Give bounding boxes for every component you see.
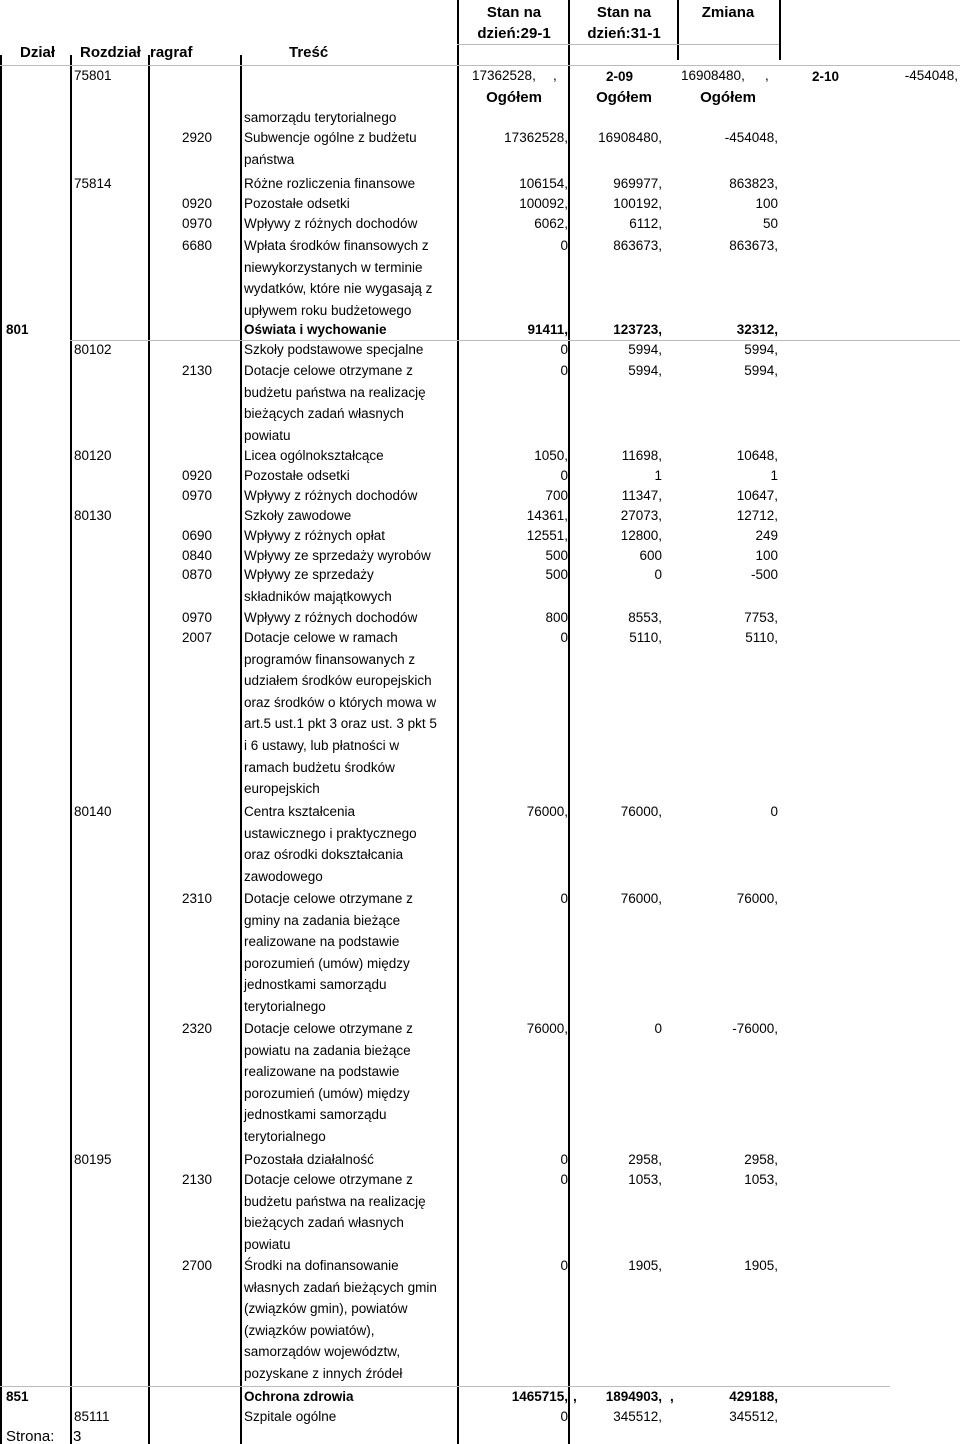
row-zmiana: -500	[750, 567, 778, 582]
row-tresc-line: niewykorzystanych w terminie	[244, 259, 423, 275]
row-tresc-line: Ochrona zdrowia	[244, 1389, 354, 1404]
row-paragraf: 0970	[181, 488, 212, 503]
row-stan-b: 1894903,	[605, 1389, 662, 1404]
row-tresc-line: Dotacje celowe otrzymane z	[244, 891, 413, 906]
row-stan-a: 0	[560, 342, 568, 357]
row-zmiana: 429188,	[729, 1389, 778, 1404]
row-tresc-line: powiatu	[244, 1236, 291, 1252]
row-paragraf: 0970	[181, 610, 212, 625]
row-stan-a: 76000,	[526, 804, 568, 819]
row-stan-b: 6112,	[629, 216, 662, 231]
grid-vertical-line	[677, 0, 679, 60]
top-row-rozdzial: 75801	[74, 68, 112, 83]
row-paragraf: 0970	[181, 216, 212, 231]
row-tresc-line: terytorialnego	[244, 1129, 326, 1144]
top-row-c-value: 16908480,	[681, 68, 745, 83]
row-tresc-line: składników majątkowych	[244, 588, 392, 604]
row-stan-a: 17362528,	[504, 130, 568, 145]
row-tresc-line: bieżących zadań własnych	[244, 406, 404, 422]
header-paragraf: ragraf	[150, 44, 193, 61]
row-stan-b: 8553,	[628, 610, 662, 625]
subhead-ogolem-a: Ogółem	[486, 89, 542, 106]
row-stan-a: 100092,	[519, 196, 568, 211]
row-zmiana: 5110,	[745, 630, 778, 645]
row-dzial: 851	[6, 1389, 29, 1404]
row-zmiana: -76000,	[732, 1021, 778, 1036]
row-stan-b: 2958,	[628, 1152, 662, 1167]
header-zmiana: Zmiana	[701, 4, 755, 21]
row-tresc-line: państwa	[244, 151, 295, 167]
row-stan-b: 1	[654, 468, 662, 483]
row-tresc-line: bieżących zadań własnych	[244, 1215, 404, 1231]
row-stan-a-comma: ,	[573, 1389, 577, 1404]
row-tresc-line: budżetu państwa na realizację	[244, 1193, 426, 1209]
row-stan-a: 12551,	[526, 528, 568, 543]
row-tresc-line: Dotacje celowe otrzymane z	[244, 1021, 413, 1036]
row-rozdzial: 80102	[74, 342, 112, 357]
row-zmiana: -454048,	[724, 130, 778, 145]
row-stan-b: 123723,	[613, 322, 662, 337]
row-tresc-line: porozumień (umów) między	[244, 1085, 410, 1101]
row-rozdzial: 80195	[74, 1152, 112, 1167]
subhead-ogolem-c: Ogółem	[700, 89, 756, 106]
row-stan-b: 0	[654, 567, 662, 582]
header-stan-b-line1: Stan na	[596, 4, 652, 21]
row-stan-b: 1905,	[628, 1258, 662, 1273]
row-tresc-line: Dotacje celowe w ramach	[244, 630, 398, 645]
row-stan-b: 11698,	[621, 448, 662, 463]
row-zmiana: 863823,	[729, 176, 778, 191]
row-zmiana: 50	[762, 216, 778, 231]
footer-page-label: Strona:	[6, 1428, 55, 1444]
top-row-c-comma: ,	[765, 68, 769, 83]
row-zmiana: 5994,	[744, 363, 778, 378]
row-zmiana: 0	[770, 804, 778, 819]
row-tresc-line: oraz środków o których mowa w	[244, 694, 437, 710]
row-tresc-line: (związków powiatów),	[244, 1322, 375, 1338]
footer-page-number: 3	[73, 1428, 82, 1444]
row-stan-a: 0	[560, 1258, 568, 1273]
row-paragraf: 0870	[181, 567, 212, 582]
row-stan-b: 100192,	[613, 196, 662, 211]
row-tresc-line: Wpływy ze sprzedaży	[244, 567, 374, 582]
row-tresc-line: Centra kształcenia	[244, 804, 356, 819]
row-stan-a: 106154,	[519, 176, 568, 191]
row-tresc-line: Subwencje ogólne z budżetu	[244, 130, 417, 145]
row-zmiana: 863673,	[729, 238, 778, 253]
row-tresc-line: Wpływy z różnych opłat	[244, 528, 386, 543]
row-zmiana: 32312,	[736, 322, 778, 337]
row-stan-a: 14361,	[526, 508, 568, 523]
row-tresc-line: własnych zadań bieżących gmin	[244, 1279, 437, 1295]
row-tresc-line: upływem roku budżetowego	[244, 302, 412, 318]
grid-horizontal-line	[0, 1386, 890, 1387]
row-rozdzial: 85111	[74, 1409, 110, 1424]
row-tresc-line: samorządu terytorialnego	[244, 110, 397, 125]
row-tresc-line: Wpływy ze sprzedaży wyrobów	[244, 548, 431, 563]
row-tresc-line: Szkoły zawodowe	[244, 508, 352, 523]
row-tresc-line: (związków gmin), powiatów	[244, 1301, 408, 1317]
row-tresc-line: Licea ogólnokształcące	[244, 448, 384, 463]
row-tresc-line: i 6 ustawy, lub płatności w	[244, 738, 400, 753]
row-tresc-line: europejskich	[244, 781, 320, 797]
row-tresc-line: programów finansowanych z	[244, 651, 416, 667]
row-stan-a: 800	[545, 610, 568, 625]
row-stan-a: 500	[545, 548, 568, 563]
row-stan-b: 76000,	[620, 804, 662, 819]
row-tresc-line: gminy na zadania bieżące	[244, 912, 401, 928]
top-row-a-comma: ,	[553, 68, 557, 83]
row-stan-a: 0	[560, 468, 568, 483]
row-tresc-line: Dotacje celowe otrzymane z	[244, 1172, 413, 1187]
row-paragraf: 2310	[181, 891, 212, 906]
row-tresc-line: ustawicznego i praktycznego	[244, 825, 417, 841]
row-tresc-line: art.5 ust.1 pkt 3 oraz ust. 3 pkt 5	[244, 716, 437, 732]
row-tresc-line: Szpitale ogólne	[244, 1409, 337, 1424]
row-tresc-line: Wpływy z różnych dochodów	[244, 488, 418, 503]
grid-vertical-line	[568, 0, 570, 1444]
top-row-e-value: -454048,	[904, 68, 958, 83]
grid-vertical-line	[70, 55, 72, 1444]
top-row-d-value: 2-10	[812, 69, 840, 84]
row-rozdzial: 80130	[74, 508, 112, 523]
row-zmiana: 100	[755, 548, 778, 563]
row-tresc-line: terytorialnego	[244, 999, 326, 1014]
top-row-a-value: 17362528,	[472, 68, 536, 83]
row-tresc-line: ramach budżetu środków	[244, 759, 395, 775]
grid-vertical-line	[779, 0, 781, 60]
row-stan-b: 76000,	[620, 891, 662, 906]
row-paragraf: 0920	[181, 468, 212, 483]
row-tresc-line: oraz ośrodki dokształcania	[244, 847, 404, 863]
row-tresc-line: powiatu	[244, 427, 291, 443]
subhead-ogolem-b: Ogółem	[596, 89, 652, 106]
grid-vertical-line	[240, 55, 242, 1444]
row-stan-b-comma: ,	[670, 1389, 674, 1404]
row-tresc-line: udziałem środków europejskich	[244, 673, 432, 689]
grid-vertical-line	[148, 55, 150, 1444]
grid-horizontal-line	[70, 340, 960, 341]
row-tresc-line: Pozostałe odsetki	[244, 196, 350, 211]
row-stan-a: 91411,	[527, 322, 568, 337]
row-zmiana: 1905,	[744, 1258, 778, 1273]
row-rozdzial: 75814	[74, 176, 112, 191]
row-zmiana: 7753,	[744, 610, 778, 625]
row-tresc-line: realizowane na podstawie	[244, 1064, 400, 1080]
row-stan-a: 0	[560, 891, 568, 906]
row-tresc-line: Szkoły podstawowe specjalne	[244, 342, 424, 357]
header-stan-b-line2: dzień:31-1	[587, 25, 661, 42]
row-paragraf: 2320	[181, 1021, 212, 1036]
top-row-b-value: 2-09	[606, 69, 634, 84]
row-tresc-line: Pozostałe odsetki	[244, 468, 350, 483]
row-tresc-line: Różne rozliczenia finansowe	[244, 176, 416, 191]
row-paragraf: 0840	[181, 548, 212, 563]
row-tresc-line: samorządów województw,	[244, 1344, 401, 1360]
row-paragraf: 2130	[181, 1172, 212, 1187]
row-zmiana: 2958,	[744, 1152, 778, 1167]
row-tresc-line: Dotacje celowe otrzymane z	[244, 363, 413, 378]
row-tresc-line: Oświata i wychowanie	[244, 322, 387, 337]
row-zmiana: 10648,	[736, 448, 778, 463]
row-stan-b: 12800,	[620, 528, 662, 543]
row-tresc-line: wydatków, które nie wygasają z	[244, 281, 433, 297]
row-stan-a: 0	[560, 1152, 568, 1167]
row-paragraf: 2700	[181, 1258, 212, 1273]
row-zmiana: 5994,	[744, 342, 778, 357]
row-paragraf: 2130	[181, 363, 212, 378]
row-zmiana: 100	[755, 196, 778, 211]
row-paragraf: 2007	[181, 630, 212, 645]
row-stan-b: 345512,	[613, 1409, 662, 1424]
row-stan-a: 0	[560, 1172, 568, 1187]
row-tresc-line: realizowane na podstawie	[244, 934, 400, 950]
grid-horizontal-line	[457, 44, 779, 45]
grid-vertical-line	[0, 55, 2, 1444]
row-rozdzial: 80140	[74, 804, 112, 819]
row-zmiana: 1	[770, 468, 778, 483]
row-stan-b: 863673,	[613, 238, 662, 253]
row-tresc-line: pozyskane z innych źródeł	[244, 1366, 403, 1381]
row-stan-b: 600	[639, 548, 662, 563]
row-stan-b: 27073,	[620, 508, 662, 523]
row-tresc-line: powiatu na zadania bieżące	[244, 1042, 411, 1058]
row-tresc-line: Wpłata środków finansowych z	[244, 238, 429, 253]
row-dzial: 801	[6, 322, 29, 337]
header-stan-a-line1: Stan na	[486, 4, 542, 21]
row-tresc-line: porozumień (umów) między	[244, 955, 410, 971]
row-zmiana: 76000,	[736, 891, 778, 906]
row-tresc-line: Wpływy z różnych dochodów	[244, 610, 418, 625]
row-paragraf: 2920	[181, 130, 212, 145]
header-tresc: Treść	[289, 44, 329, 61]
header-dzial: Dział	[20, 44, 56, 61]
header-stan-a-line2: dzień:29-1	[477, 25, 551, 42]
header-rozdzial: Rozdział	[80, 44, 141, 61]
row-tresc-line: Środki na dofinansowanie	[244, 1258, 399, 1273]
row-tresc-line: Pozostała działalność	[244, 1152, 374, 1167]
row-stan-a: 1465715,	[511, 1389, 568, 1404]
row-rozdzial: 80120	[74, 448, 112, 463]
row-zmiana: 10647,	[736, 488, 778, 503]
row-tresc-line: budżetu państwa na realizację	[244, 384, 426, 400]
row-tresc-line: Wpływy z różnych dochodów	[244, 216, 418, 231]
row-zmiana: 249	[755, 528, 778, 543]
row-stan-a: 1050,	[534, 448, 568, 463]
row-stan-a: 76000,	[526, 1021, 568, 1036]
row-stan-a: 0	[560, 1409, 568, 1424]
row-zmiana: 345512,	[729, 1409, 778, 1424]
row-paragraf: 0920	[181, 196, 212, 211]
row-stan-a: 0	[560, 363, 568, 378]
grid-vertical-line	[457, 0, 459, 1444]
row-tresc-line: zawodowego	[244, 868, 323, 884]
row-paragraf: 0690	[181, 528, 212, 543]
row-stan-a: 6062,	[534, 216, 568, 231]
row-stan-b: 5994,	[628, 363, 662, 378]
row-stan-b: 16908480,	[598, 130, 662, 145]
row-stan-a: 0	[560, 630, 568, 645]
row-stan-a: 500	[545, 567, 568, 582]
row-stan-b: 5994,	[628, 342, 662, 357]
row-stan-b: 11347,	[621, 488, 662, 503]
row-paragraf: 6680	[181, 238, 212, 253]
row-stan-b: 0	[654, 1021, 662, 1036]
row-stan-a: 0	[560, 238, 568, 253]
row-zmiana: 1053,	[744, 1172, 778, 1187]
row-tresc-line: jednostkami samorządu	[244, 977, 387, 993]
row-stan-a: 700	[545, 488, 568, 503]
row-tresc-line: jednostkami samorządu	[244, 1107, 387, 1123]
row-zmiana: 12712,	[736, 508, 778, 523]
row-stan-b: 969977,	[613, 176, 662, 191]
grid-horizontal-line	[0, 65, 960, 66]
row-stan-b: 5110,	[629, 630, 662, 645]
row-stan-b: 1053,	[628, 1172, 662, 1187]
